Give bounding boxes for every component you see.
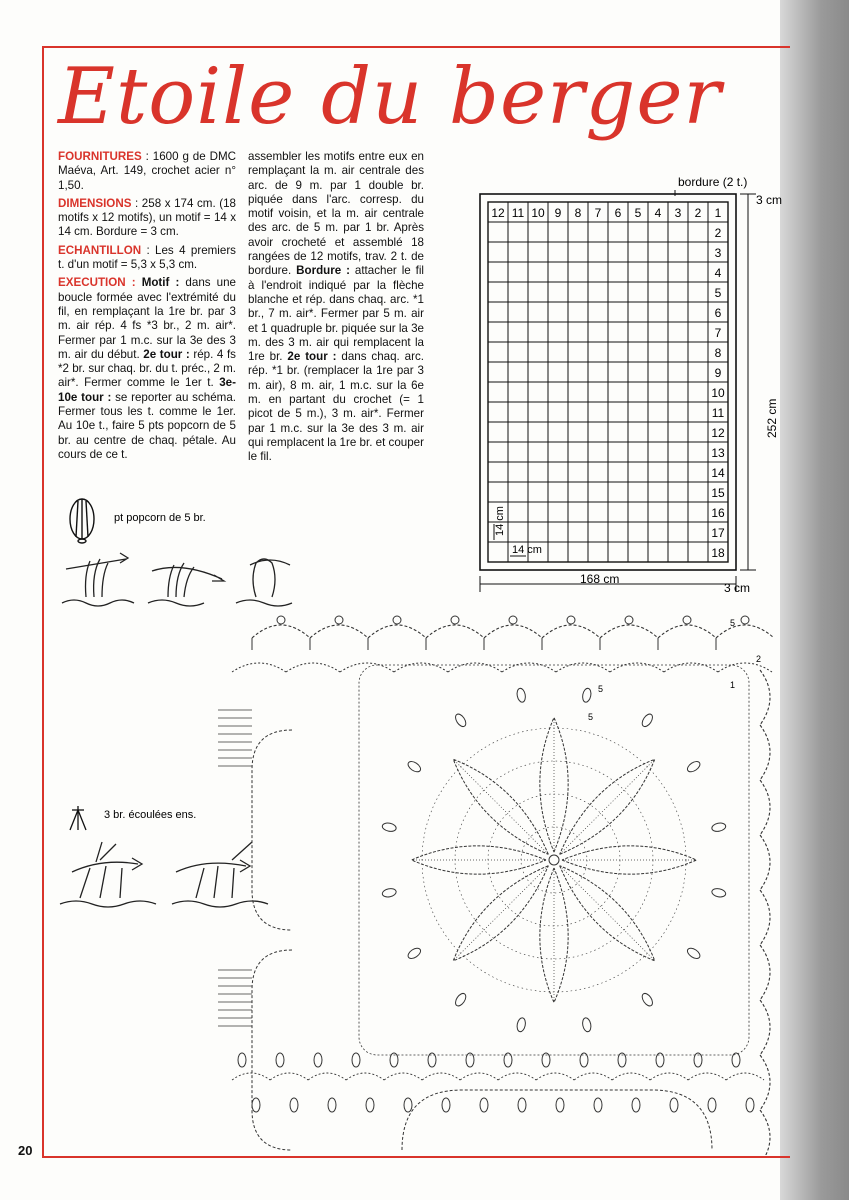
tour2-heading: 2e tour :: [143, 347, 190, 361]
echantillon-heading: ECHANTILLON: [58, 243, 142, 257]
central-motif-popcorn: [640, 992, 654, 1008]
central-motif-popcorn: [406, 759, 422, 773]
border-cm-label-top: 3 cm: [756, 193, 783, 207]
grid-row-number: 16: [711, 506, 725, 520]
bottom-chain-arch: [688, 1073, 726, 1080]
grid-column-number: 10: [531, 206, 545, 220]
popcorn-stitch-diagram: [56, 495, 306, 615]
width-label: 168 cm: [580, 572, 620, 586]
bottom-popcorn: [580, 1053, 588, 1067]
border-picot: [277, 616, 285, 624]
crochet-chart: [212, 610, 782, 1155]
border-scallop: [658, 625, 716, 638]
grid-row-number: 14: [711, 466, 725, 480]
page-title: Etoile du berger: [58, 52, 722, 142]
execution-heading: EXECUTION :: [58, 276, 136, 290]
central-motif-popcorn: [453, 992, 467, 1008]
fournitures-heading: FOURNITURES: [58, 150, 142, 163]
central-motif-popcorn: [453, 712, 467, 728]
side-scallop: [760, 945, 770, 1000]
side-scallop: [760, 670, 770, 725]
grid-column-number: 12: [491, 206, 505, 220]
instructions-column-2: [248, 150, 424, 469]
side-scallop: [760, 780, 770, 835]
side-scallop: [760, 1055, 770, 1110]
central-motif-popcorn: [382, 887, 397, 898]
bottom-popcorn: [428, 1053, 436, 1067]
central-motif-centre-ring: [549, 855, 559, 865]
central-motif-popcorn: [686, 946, 702, 960]
grid-row-number: 10: [711, 386, 725, 400]
bottom-popcorn: [656, 1053, 664, 1067]
grid-column-number: 4: [654, 206, 662, 220]
bottom-popcorn: [328, 1098, 336, 1112]
bottom-popcorn: [708, 1098, 716, 1112]
grid-column-number: 3: [674, 206, 682, 220]
central-motif-petal-spine: [453, 759, 548, 854]
border-picot: [683, 616, 691, 624]
assembly-text: assembler les motifs entre eux en remplaçant la m. air centrale des arc. de 9 m. par 1 double br. piquée dans l'arc. corresp. du motif voisin, et la m. air centrale des arc. de 5 m. par 1 br. Après avoir crocheté et assemblé 18 rangées de 12 motifs, trav. 2 t. de bordure.: [248, 150, 424, 278]
chart-label-2: 2: [756, 654, 762, 664]
motif-width-label: 14 cm: [512, 544, 542, 556]
central-motif-petal-spine: [560, 866, 655, 961]
bordure-heading: Bordure :: [296, 264, 350, 278]
bottom-popcorn: [556, 1098, 564, 1112]
grid-row-number: 2: [714, 226, 722, 240]
dimensions-heading: DIMENSIONS: [58, 196, 132, 210]
chart-label-5-top: 5: [730, 618, 736, 628]
side-scallop: [760, 1000, 770, 1055]
chart-artwork: [218, 616, 774, 1155]
bottom-popcorn: [238, 1053, 246, 1067]
central-motif-popcorn: [516, 1017, 527, 1032]
fournitures-text: : 1600 g de DMC Maéva, Art. 149, crochet acier n° 1,50.: [58, 150, 236, 192]
bottom-chain-arch: [460, 1073, 498, 1080]
border-scallop: [542, 625, 600, 638]
central-motif-popcorn: [711, 887, 726, 898]
three-dc-together-icon: [70, 806, 86, 830]
grid-row-number: 9: [714, 366, 722, 380]
bottom-popcorn: [366, 1098, 374, 1112]
border-picot: [335, 616, 343, 624]
bottom-chain-arch: [574, 1073, 612, 1080]
grid-row-number: 3: [714, 246, 722, 260]
bottom-popcorn: [404, 1098, 412, 1112]
bottom-chain-arch: [536, 1073, 574, 1080]
grid-row-number: 7: [714, 326, 722, 340]
border-scallop: [310, 625, 368, 638]
echantillon-text: : Les 4 premiers t. d'un motif = 5,3 x 5,3 cm.: [58, 243, 236, 272]
grid-row-number: 6: [714, 306, 722, 320]
bottom-popcorn: [518, 1098, 526, 1112]
dimensions-text: : 258 x 174 cm. (18 motifs x 12 motifs), un motif = 14 x 14 cm. Bordure = 3 cm.: [58, 196, 236, 239]
border-picot: [451, 616, 459, 624]
chain-arch: [232, 663, 286, 672]
bottom-popcorn: [732, 1053, 740, 1067]
chain-arch: [394, 663, 448, 672]
chart-label-1: 1: [730, 680, 736, 690]
bottom-popcorn: [252, 1098, 260, 1112]
height-label: 252 cm: [765, 398, 779, 438]
left-motif-arc-top: [252, 730, 292, 930]
ecoulees-label: 3 br. écoulées ens.: [104, 809, 197, 821]
page-edge-shadow: [780, 0, 849, 1200]
grid-row-number: 12: [711, 426, 725, 440]
central-motif-frame: [359, 665, 749, 1055]
chain-arch: [448, 663, 502, 672]
motif-height-label: 14 cm: [494, 506, 506, 536]
grid-column-number: 5: [634, 206, 642, 220]
grid-column-number: 7: [594, 206, 602, 220]
grid-column-number: 8: [574, 206, 582, 220]
bordure-tour2-heading: 2e tour :: [287, 350, 337, 364]
grid-row-number: 5: [714, 286, 722, 300]
central-motif-popcorn: [406, 946, 422, 960]
central-motif-popcorn: [516, 688, 527, 703]
assembly-schema: [470, 168, 790, 600]
chart-label-5-a: 5: [598, 684, 604, 694]
bottom-popcorn: [442, 1098, 450, 1112]
central-motif-popcorn: [581, 688, 592, 703]
grid-row-number: 17: [711, 526, 725, 540]
grid-column-number: 1: [714, 206, 722, 220]
grid-column-number: 11: [511, 206, 525, 220]
central-motif-petal-spine: [453, 866, 548, 961]
central-motif-popcorn: [711, 822, 726, 833]
border-scallop: [716, 625, 774, 638]
central-motif-popcorn: [581, 1017, 592, 1032]
border-picot: [741, 616, 749, 624]
bottom-popcorn: [746, 1098, 754, 1112]
grid-row-number: 11: [711, 406, 725, 420]
bordure-text: attacher le fil à l'endroit indiqué par la flèche blanche et rép. dans chaq. arc. *1 br., 7 m. air*. Fermer par 5 m. air et 1 quadruple br. piquée sur la 3e m. des 3 m. air qui remplacent la 1re br.: [248, 264, 424, 364]
bottom-popcorn: [594, 1098, 602, 1112]
border-scallop: [252, 625, 310, 638]
chain-arch: [286, 663, 340, 672]
bottom-popcorn: [632, 1098, 640, 1112]
side-scallop: [760, 835, 770, 890]
bottom-chain-arch: [422, 1073, 460, 1080]
execution-text-1: dans une boucle formée avec l'extrémité du fil, en remplaçant la 1re br. par 3 m. air rép. 4 fs *3 br., 2 m. air*. Fermer par 1 m.c. sur la 3e des 3 m. air du début.: [58, 276, 236, 361]
grid-row-number: 8: [714, 346, 722, 360]
bottom-chain-arch: [232, 1073, 270, 1080]
central-motif-popcorn: [686, 759, 702, 773]
bottom-chain-arch: [612, 1073, 650, 1080]
border-picot: [567, 616, 575, 624]
central-motif-popcorn: [382, 822, 397, 833]
side-scallop: [760, 1110, 770, 1155]
bordure-tour2-text: dans chaq. arc. rép. *1 br. (remplacer la 1re par 3 m. air), 8 m. air, 1 m.c. sur la 6e m. en partant du crochet (= 1 picot de 5 m.), 3 m. air*. Fermer par 1 m.c. sur la 3e des 3 m. air qui remplacent la 1re br. et couper le fil.: [248, 350, 424, 464]
execution-text-2: rép. 4 fs *2 br. sur chaq. br. du t. préc., 2 m. air*. Fermer comme le 1er t.: [58, 347, 236, 390]
border-picot: [393, 616, 401, 624]
grid-column-number: 2: [694, 206, 702, 220]
bottom-popcorn: [480, 1098, 488, 1112]
motif-heading: Motif :: [141, 276, 180, 290]
execution-text-3: se reporter au schéma. Fermer tous les t. comme le 1er. Au 10e t., faire 5 pts popcorn de 5 br. au centre de chaq. pétale. Au cours de ce t.: [58, 390, 236, 461]
grid-row-number: 18: [711, 546, 725, 560]
chain-arch: [340, 663, 394, 672]
popcorn-label: pt popcorn de 5 br.: [114, 512, 206, 524]
chain-arch: [718, 663, 772, 672]
bottom-popcorn: [504, 1053, 512, 1067]
bottom-chain-arch: [650, 1073, 688, 1080]
popcorn-icon: [70, 499, 94, 543]
bottom-popcorn: [352, 1053, 360, 1067]
bottom-popcorn: [276, 1053, 284, 1067]
grid-row-number: 4: [714, 266, 722, 280]
grid-column-number: 9: [554, 206, 562, 220]
grid-row-number: 13: [711, 446, 725, 460]
bottom-chain-arch: [498, 1073, 536, 1080]
chain-arch: [502, 663, 556, 672]
grid-column-number: 6: [614, 206, 622, 220]
border-cm-label-bottom: 3 cm: [724, 581, 751, 595]
bottom-chain-arch: [270, 1073, 308, 1080]
tour3-heading: 3e-10e tour :: [58, 376, 236, 404]
bottom-popcorn: [290, 1098, 298, 1112]
border-scallop: [368, 625, 426, 638]
left-motif-arc-bottom: [252, 950, 292, 1150]
grid-row-number: 15: [711, 486, 725, 500]
chain-arch: [664, 663, 718, 672]
bottom-chain-arch: [726, 1073, 764, 1080]
page-number: 20: [18, 1143, 33, 1158]
central-motif-popcorn: [640, 712, 654, 728]
instructions-column-1: [58, 150, 236, 466]
chain-arch: [610, 663, 664, 672]
border-scallop: [484, 625, 542, 638]
border-picot: [625, 616, 633, 624]
chain-arch: [556, 663, 610, 672]
border-scallop: [426, 625, 484, 638]
side-scallop: [760, 725, 770, 780]
bottom-popcorn: [314, 1053, 322, 1067]
motif-grid: [480, 194, 756, 592]
central-motif-petal-spine: [560, 759, 655, 854]
chart-label-5-b: 5: [588, 712, 594, 722]
popcorn-step-illustrations: [62, 553, 292, 606]
bottom-popcorn: [670, 1098, 678, 1112]
border-picot: [509, 616, 517, 624]
side-scallop: [760, 890, 770, 945]
bottom-chain-arch: [308, 1073, 346, 1080]
bordure-label: bordure (2 t.): [678, 175, 748, 189]
border-scallop: [600, 625, 658, 638]
bottom-chain-arch: [346, 1073, 384, 1080]
bottom-chain-arch: [384, 1073, 422, 1080]
